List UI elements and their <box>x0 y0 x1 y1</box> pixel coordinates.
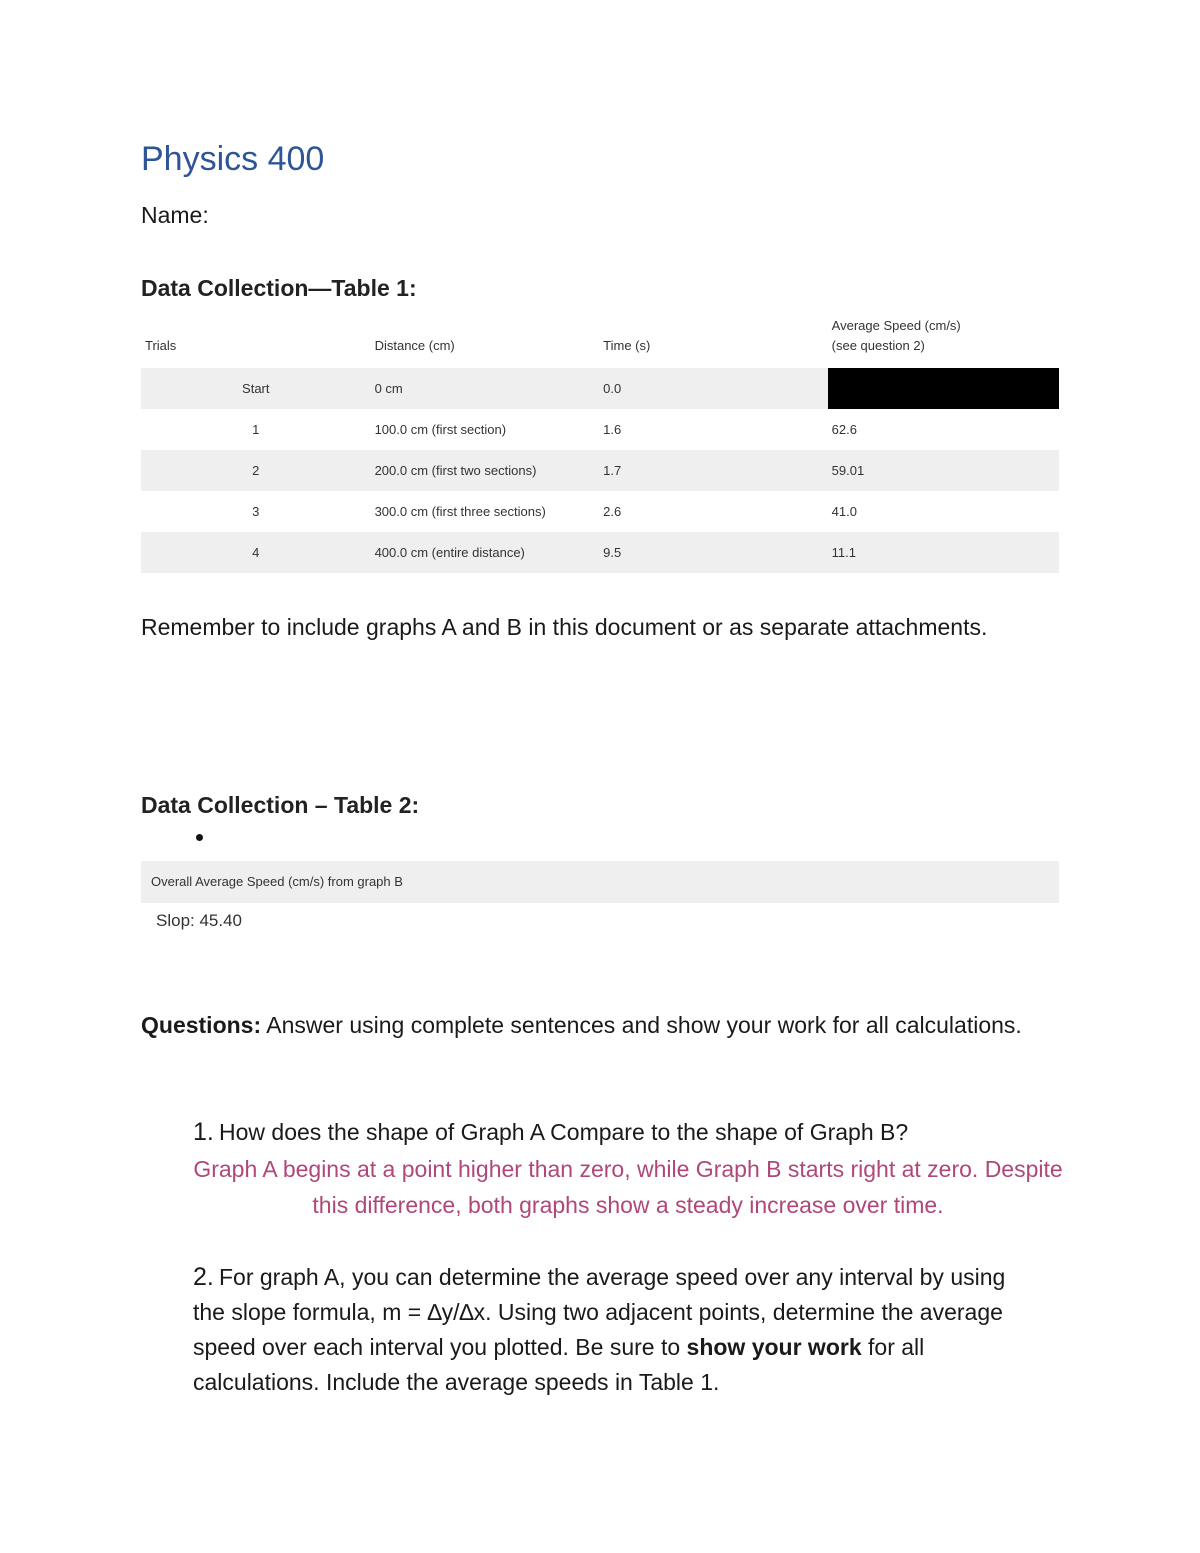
question-1-number: 1. <box>193 1118 214 1146</box>
cell-trial: 2 <box>141 450 371 491</box>
cell-trial: 1 <box>252 422 260 437</box>
question-2-text-a: For graph A, you can determine the average speed over any interval by using the slope formula, m = ∆y/∆x. Using two adjacent points, determine the average speed over each interval you plotted. Be sure to <box>193 1264 1006 1360</box>
name-label: Name: <box>141 202 209 228</box>
questions-label: Questions: <box>141 1012 262 1038</box>
cell-time: 1.7 <box>599 450 828 491</box>
question-1 <box>193 1115 1043 1150</box>
bullet-point <box>196 834 203 841</box>
question-2-text-b: for all calculations. Include the average speeds in Table 1. <box>193 1334 925 1395</box>
page-title: Physics 400 <box>141 140 325 178</box>
cell-distance: 200.0 cm (first two sections) <box>371 450 600 491</box>
table-row <box>141 450 1059 491</box>
cell-speed: 41.0 <box>831 504 857 519</box>
cell-speed: 62.6 <box>831 422 857 437</box>
cell-time: 2.6 <box>603 504 622 519</box>
cell-speed: 11.1 <box>828 532 1059 573</box>
table-header-row <box>141 312 1059 368</box>
header-average-speed-label: Average Speed (cm/s) <box>831 318 961 333</box>
table-row <box>141 491 1059 532</box>
cell-trial: 4 <box>141 532 371 573</box>
question-2 <box>193 1260 1043 1400</box>
question-1-answer: Graph A begins at a point higher than zero, while Graph B starts right at zero. Despite this difference, both graphs show a steady increase over time. <box>193 1156 1063 1218</box>
header-average-speed-note: (see question 2) <box>831 338 925 353</box>
table2-row: Overall Average Speed (cm/s) from graph B <box>141 861 1059 903</box>
cell-time: 9.5 <box>599 532 828 573</box>
table1-heading: Data Collection—Table 1: <box>141 275 417 301</box>
table-row <box>141 368 1059 409</box>
cell-distance: 300.0 cm (first three sections) <box>374 504 546 519</box>
question-2-number: 2. <box>193 1263 214 1291</box>
question-2-bold: show your work <box>686 1334 862 1360</box>
data-table-1 <box>141 312 1059 573</box>
table-row <box>141 532 1059 573</box>
questions-instructions: Answer using complete sentences and show your work for all calculations. <box>261 1012 1022 1038</box>
header-average-speed <box>828 312 1059 368</box>
table-row <box>141 409 1059 450</box>
questions-intro <box>141 1008 1041 1043</box>
header-distance: Distance (cm) <box>374 338 455 353</box>
cell-trial: 3 <box>252 504 260 519</box>
header-time: Time (s) <box>603 338 651 353</box>
cell-speed-redacted <box>828 368 1059 409</box>
reminder-text: Remember to include graphs A and B in this document or as separate attachments. <box>141 614 988 640</box>
question-1-text: How does the shape of Graph A Compare to the shape of Graph B? <box>219 1119 909 1145</box>
cell-speed: 59.01 <box>828 450 1059 491</box>
cell-time: 1.6 <box>603 422 622 437</box>
cell-distance: 100.0 cm (first section) <box>374 422 507 437</box>
cell-time: 0.0 <box>599 368 828 409</box>
table2-heading: Data Collection – Table 2: <box>141 792 420 818</box>
slope-value: Slop: 45.40 <box>156 911 243 930</box>
cell-distance: 0 cm <box>371 368 600 409</box>
cell-distance: 400.0 cm (entire distance) <box>371 532 600 573</box>
cell-trial: Start <box>141 368 371 409</box>
header-trials: Trials <box>145 338 177 353</box>
